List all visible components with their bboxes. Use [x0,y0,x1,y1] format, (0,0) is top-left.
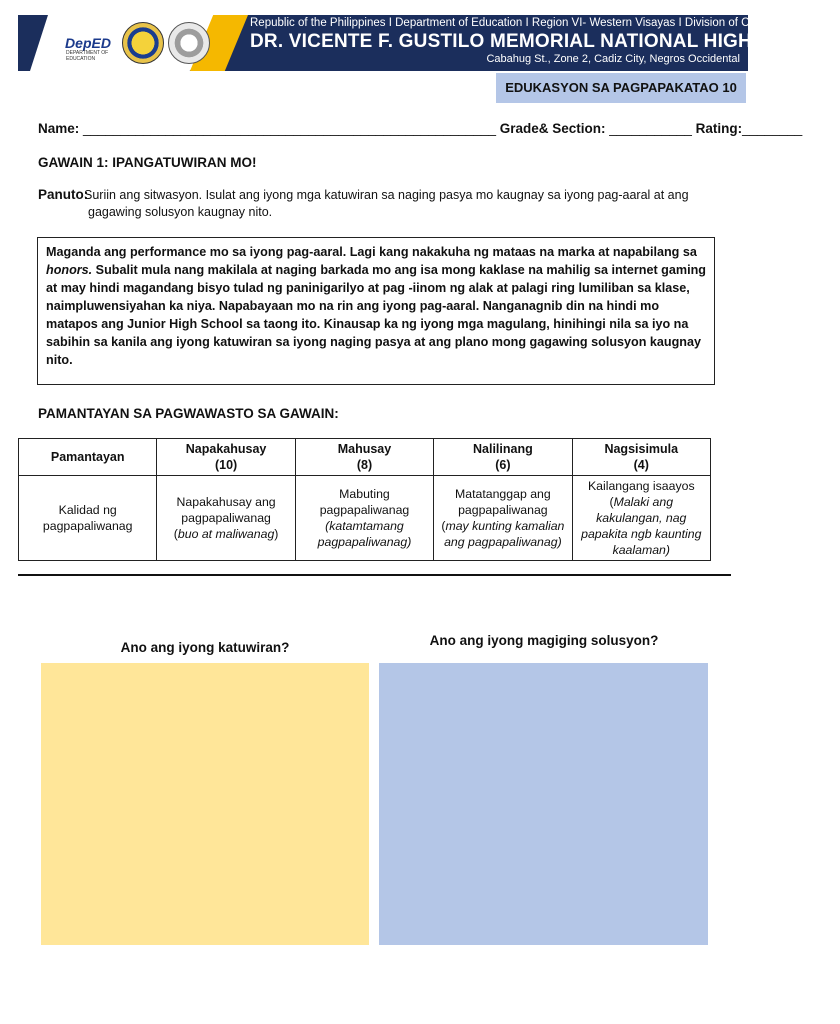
rubric-cell-open: ( [441,519,446,533]
rubric-header-row [19,439,711,476]
solution-answer-box[interactable] [379,663,708,945]
rubric-cell-main: Matatanggap ang pagpapaliwanag [455,487,551,517]
rubric-header-label: Nagsisimula [604,442,679,456]
rubric-cell-italic: (katamtamang pagpapaliwanag) [317,519,412,549]
rubric-criterion: Kalidad ng pagpapaliwanag [19,476,157,561]
school-name: DR. VICENTE F. GUSTILO MEMORIAL NATIONAL HIGH SCHOOL [250,31,840,52]
rubric-header-label: Pamantayan [50,450,125,464]
rubric-cell-main: Kailangang isaayos [587,479,695,493]
rubric-header-points: (4) [633,458,649,472]
header-agency-line: Republic of the Philippines I Department of Education I Region VI- Western Visayas I Division of Cadiz City [250,17,794,29]
rubric-table [18,438,711,561]
rubric-header-criteria [19,439,157,476]
reasoning-answer-box[interactable] [41,663,369,945]
instructions-text [84,187,714,221]
rubric-header-label: Napakahusay [185,442,267,456]
reasoning-question: Ano ang iyong katuwiran? [120,640,290,655]
grade-section-field[interactable]: ___________ [609,121,692,136]
instructions-line-2: gagawing solusyon kaugnay nito. [88,205,273,219]
school-address: Cabahug St., Zone 2, Cadiz City, Negros Occidental [486,53,740,65]
scenario-italic: honors. [46,263,93,277]
name-field[interactable]: _______________________________________________________ [83,121,496,136]
instructions-label: Panuto: [38,187,89,202]
scenario-text [46,243,710,369]
rubric-header-6 [434,439,572,476]
rubric-cell-main: Mabuting pagpapaliwanag [319,487,410,517]
rubric-row [19,476,711,561]
rubric-cell-italic: buo at maliwanag [177,527,275,541]
name-label: Name: [38,121,80,136]
deped-logo-text: DepED [65,35,111,51]
criteria-title: PAMANTAYAN SA PAGWAWASTO SA GAWAIN: [38,406,339,421]
rubric-header-points: (8) [356,458,373,472]
rubric-header-label: Nalilinang [473,442,533,456]
school-seal-icon [168,22,210,64]
rubric-cell-main: Napakahusay ang pagpapaliwanag [176,495,276,525]
rubric-cell-italic: Malaki ang kakulangan, nag papakita ngb kaunting kaalaman) [581,495,702,557]
rubric-cell-10 [157,476,295,561]
scenario-part-2: Subalit mula nang makilala at naging barkada mo ang isa mong kaklase na mahilig sa internet gaming at may hindi magandang bisyo tulad ng paninigarilyo at pag -iinom ng alak at palagi ring lumiliban sa klase, naimpluwensiyahan ka niya. Napabayaan mo na rin ang iyong pag-aaral. Nanganagnib din na hindi mo matapos ang Junior High School sa taong ito. Kinausap ka ng iyong mga magulang, hinihingi nila sa iyo na sabihin sa kanila ang iyong katuwiran sa iyong naging pasya at ang plano mong gagawing solusyon kaugnay nito. [46,263,706,367]
rubric-cell-4 [572,476,710,561]
rubric-header-8 [295,439,433,476]
deped-logo-subtext: DEPARTMENT OF EDUCATION [66,50,109,62]
rubric-header-points: (10) [214,458,238,472]
grade-section-label: Grade& Section: [499,121,606,136]
section-divider [18,574,731,576]
rubric-cell-open: ( [609,495,614,509]
rubric-header-points: (6) [495,458,511,472]
rubric-header-10 [157,439,295,476]
rubric-header-4 [572,439,710,476]
rubric-cell-italic: may kunting kamalian ang pagpapaliwanag) [444,519,565,549]
rubric-cell-6 [434,476,572,561]
rubric-cell-open: ( [173,527,178,541]
activity-title: GAWAIN 1: IPANGATUWIRAN MO! [38,155,257,170]
rubric-cell-close: ) [274,527,279,541]
division-seal-icon [122,22,164,64]
solution-question: Ano ang iyong magiging solusyon? [429,633,659,648]
rubric-header-label: Mahusay [337,442,392,456]
rating-field[interactable]: ________ [742,121,803,136]
deped-logo [60,22,116,64]
rubric-cell-8 [295,476,433,561]
rating-label: Rating: [695,121,743,136]
instructions-line-1: Suriin ang sitwasyon. Isulat ang iyong mga katuwiran sa naging pasya mo kaugnay sa iyong pag-aaral at ang [84,188,689,202]
scenario-part-1: Maganda ang performance mo sa iyong pag-aaral. Lagi kang nakakuha ng mataas na marka at napabilang sa [46,245,697,259]
student-info-line [38,121,802,136]
subject-title: EDUKASYON SA PAGPAPAKATAO 10 [505,80,737,95]
